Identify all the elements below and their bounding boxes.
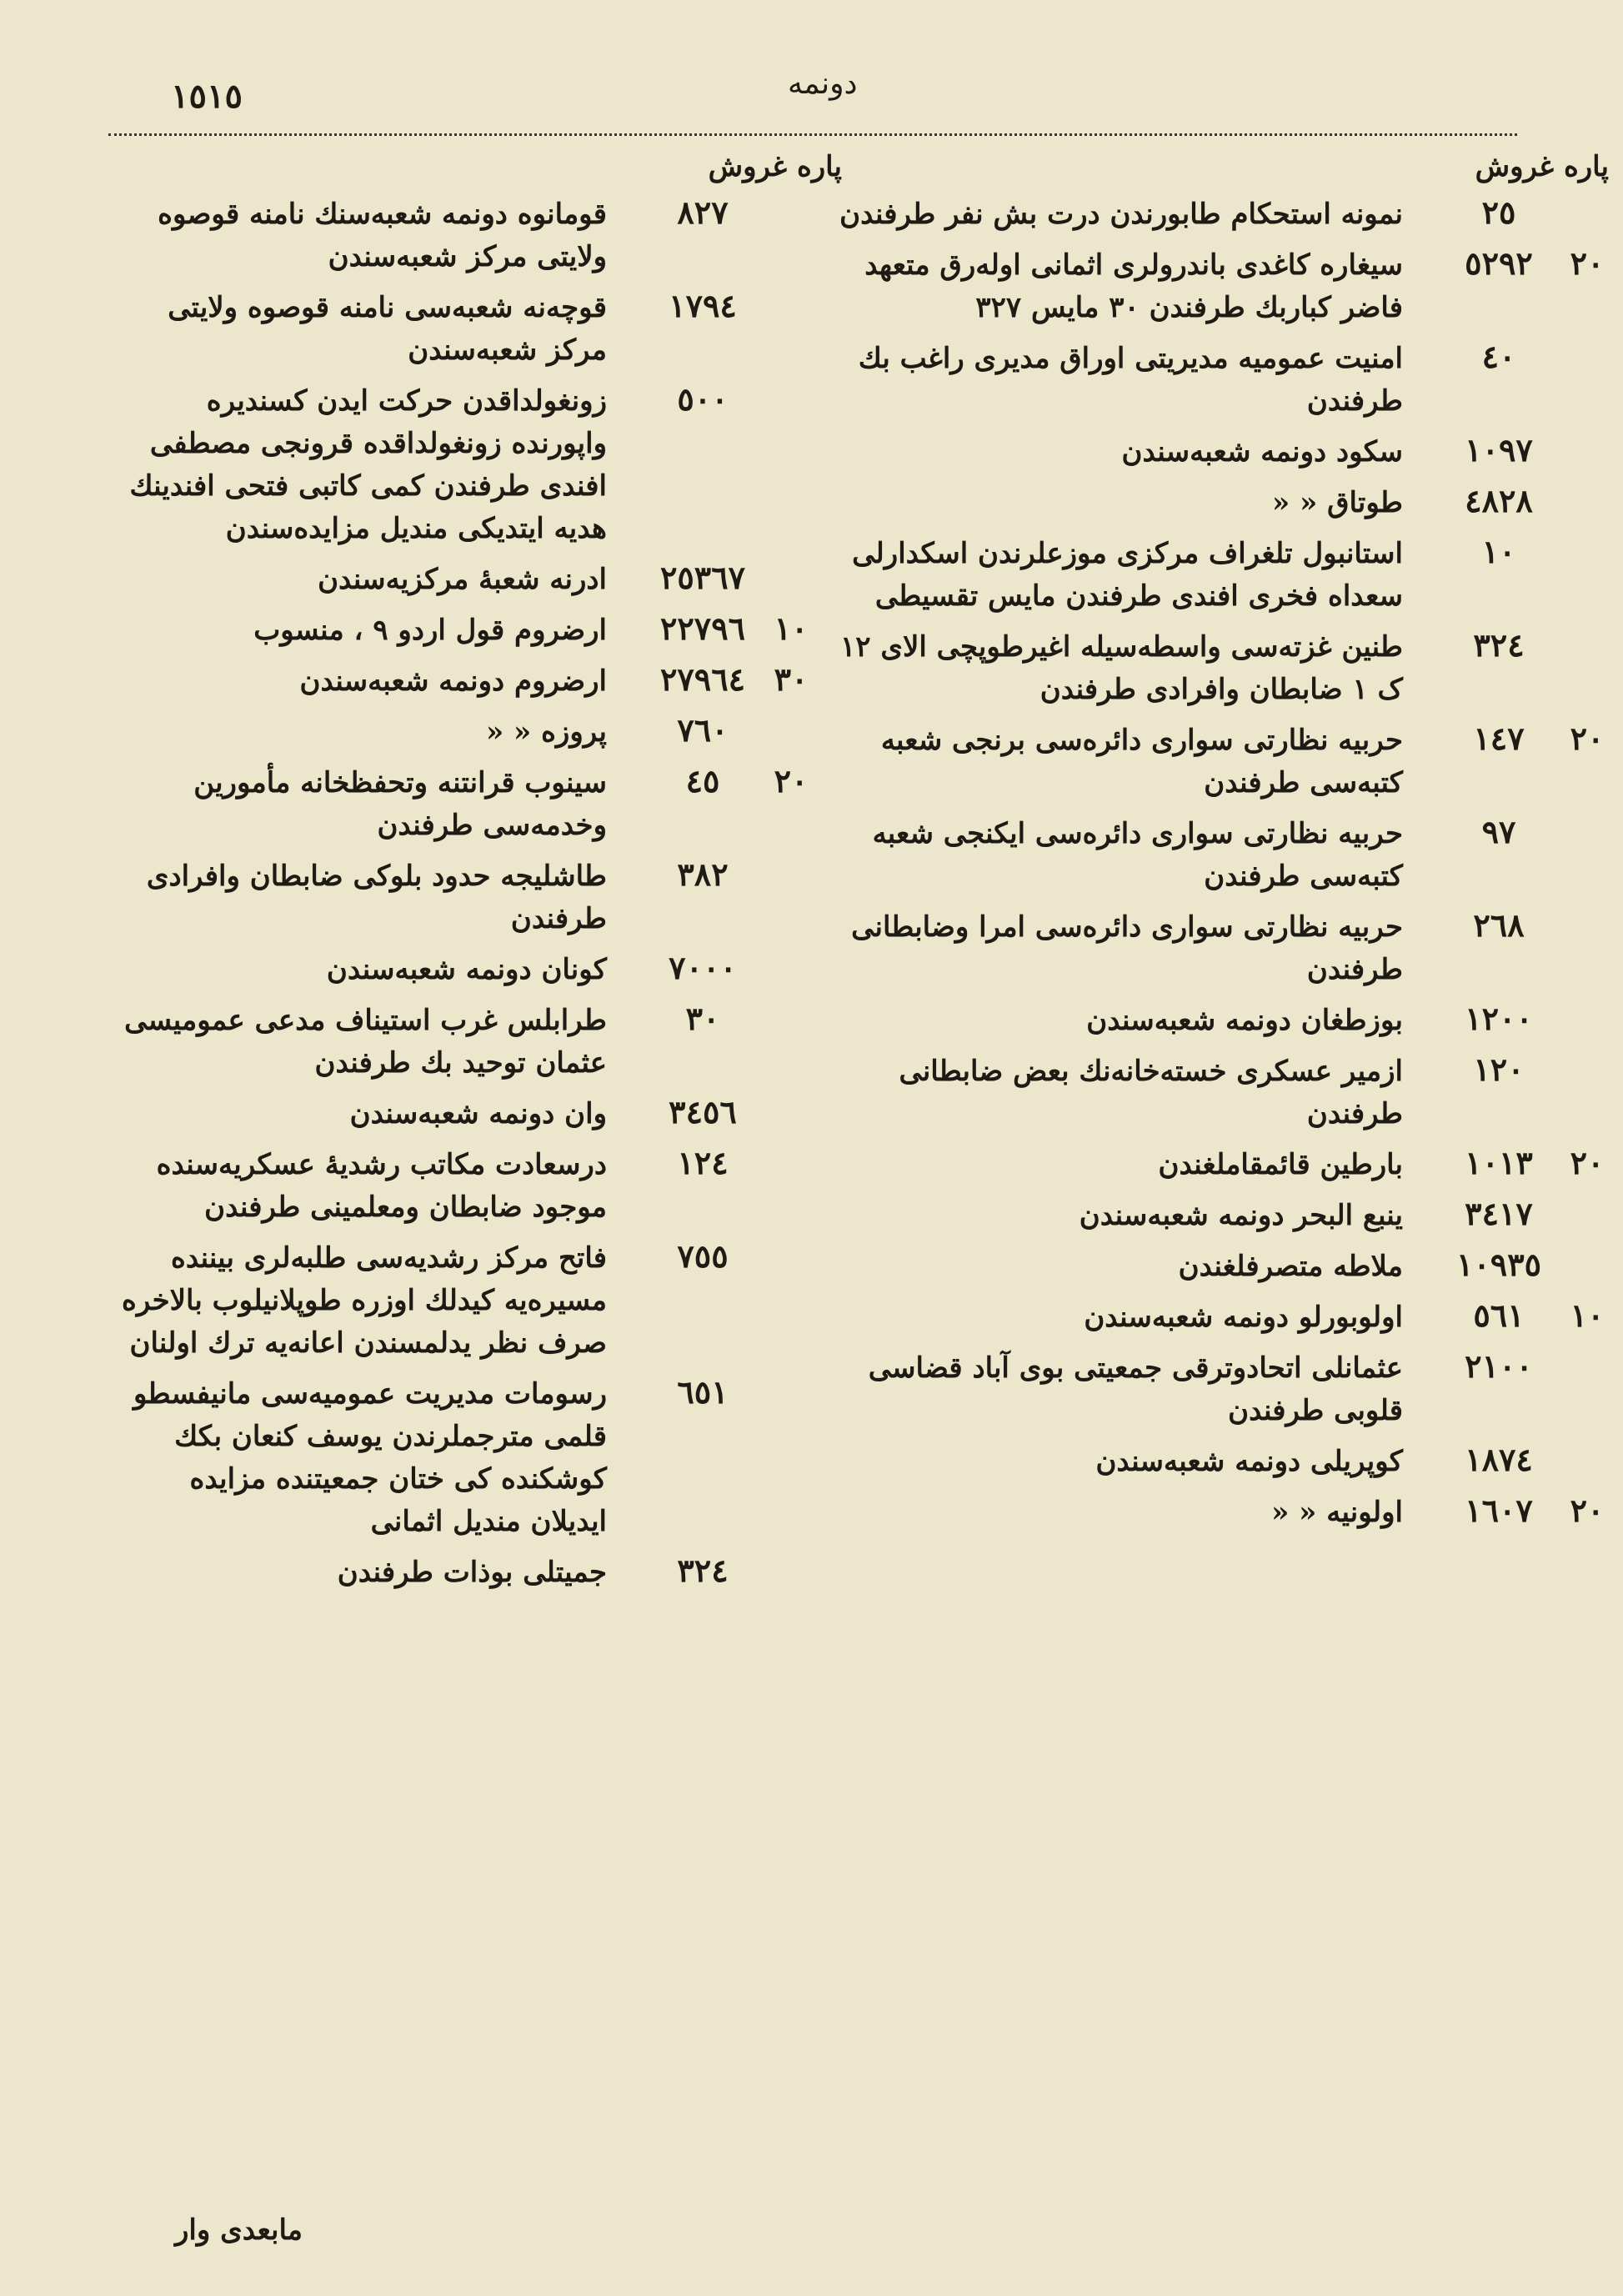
ledger-row bbox=[829, 193, 1613, 236]
left-ledger bbox=[117, 193, 817, 1594]
description-cell: بوزطغان دونمه شعبه‌سندن bbox=[1086, 1004, 1403, 1037]
ledger-row bbox=[829, 1246, 1613, 1288]
ledger-row bbox=[829, 431, 1613, 474]
para-header: پاره bbox=[796, 150, 842, 183]
ledger-row bbox=[117, 1093, 817, 1135]
description-cell: نمونه استحکام طابورندن درت بش نفر طرفندن bbox=[839, 198, 1403, 231]
description-cell: اولوبورلو دونمه شعبه‌سندن bbox=[1084, 1301, 1403, 1334]
amount-cell: ٤٠ bbox=[1481, 338, 1516, 375]
para-cell: ٢٠ bbox=[774, 762, 809, 800]
description-cell: حربیه نظارتی سواری دائره‌سی ایکنجی شعبه کتبه‌سی طرفندن bbox=[872, 817, 1403, 893]
ledger-row bbox=[117, 1000, 817, 1085]
amount-cell: ١٠٩٣٥ bbox=[1455, 1246, 1542, 1283]
right-ledger bbox=[829, 193, 1613, 1534]
ledger-row bbox=[117, 380, 817, 550]
amount-cell: ٩٧ bbox=[1481, 813, 1516, 850]
amount-cell: ١٤٧ bbox=[1473, 719, 1525, 757]
para-cell: ٣٠ bbox=[774, 660, 809, 698]
description-cell: طرابلس غرب استیناف مدعی عمومیسی عثمان توحید بك طرفندن bbox=[124, 1004, 607, 1080]
page-number: ١٥١٥ bbox=[171, 77, 243, 116]
ledger-row bbox=[117, 855, 817, 940]
amount-cell: ٧٦٠ bbox=[677, 711, 729, 749]
ledger-row bbox=[829, 338, 1613, 423]
description-cell: طنین غزته‌سی واسطه‌سیله اغیرطوپچی الای ١٢ ک ١ ضابطان وافرادی طرفندن bbox=[839, 630, 1403, 706]
ledger-row bbox=[117, 660, 817, 703]
description-cell: ادرنه شعبهٔ مرکزیه‌سندن bbox=[318, 563, 607, 596]
amount-cell: ٢١٠٠ bbox=[1465, 1347, 1533, 1385]
ledger-row bbox=[829, 906, 1613, 991]
description-cell: ازمیر عسکری خسته‌خانه‌نك بعض ضابطانی طرفندن bbox=[899, 1055, 1403, 1130]
amount-cell: ٢٦٨ bbox=[1473, 906, 1525, 944]
description-cell: ارضروم دونمه شعبه‌سندن bbox=[299, 664, 607, 698]
ledger-row bbox=[829, 482, 1613, 524]
amount-cell: ٣٤٥٦ bbox=[669, 1093, 737, 1130]
para-cell: ١٠ bbox=[1570, 1296, 1605, 1334]
amount-cell: ٢٢٧٩٦ bbox=[659, 609, 746, 647]
amount-cell: ٧٥٥ bbox=[677, 1237, 729, 1275]
amount-cell: ٢٥٣٦٧ bbox=[659, 559, 746, 596]
description-cell: ملاطه متصرفلغندن bbox=[1178, 1250, 1403, 1283]
description-cell: پروزه « « bbox=[485, 715, 607, 749]
ledger-row bbox=[829, 1347, 1613, 1432]
ledger-row bbox=[117, 559, 817, 601]
amount-cell: ١٠٩٧ bbox=[1465, 431, 1533, 469]
ledger-row bbox=[117, 762, 817, 847]
para-cell: ٢٠ bbox=[1570, 244, 1605, 282]
para-cell: ٢٠ bbox=[1570, 719, 1605, 757]
amount-cell: ٥٦١ bbox=[1473, 1296, 1525, 1334]
description-cell: وان دونمه شعبه‌سندن bbox=[349, 1097, 607, 1130]
description-cell: زونغولداقدن حرکت ایدن کسندیره واپورنده زونغولداقده قرونجی مصطفی افندی طرفندن کمی کاتبی فتحی افندینك هدیه ایتدیکی مندیل مزایده‌سندن bbox=[129, 384, 607, 545]
description-cell: کونان دونمه شعبه‌سندن bbox=[326, 953, 607, 986]
left-column-header bbox=[617, 150, 842, 183]
description-cell: قومانوه دونمه شعبه‌سنك نامنه قوصوه ولایتی مرکز شعبه‌سندن bbox=[158, 198, 607, 273]
amount-cell: ١٨٧٤ bbox=[1465, 1441, 1533, 1478]
amount-cell: ٤٨٢٨ bbox=[1465, 482, 1533, 519]
description-cell: سینوب قرانتنه وتحفظخانه مأمورین وخدمه‌سی طرفندن bbox=[193, 766, 607, 842]
ledger-row bbox=[117, 1552, 817, 1594]
amount-cell: ٣٤١٧ bbox=[1465, 1195, 1533, 1232]
description-cell: فاتح مرکز رشدیه‌سی طلبه‌لری بیننده مسیره‌یه کیدلك اوزره طوپلانیلوب بالاخره صرف نظر یدلمسندن اعانه‌یه ترك اولنان bbox=[122, 1241, 607, 1360]
footer-note: مابعدی وار bbox=[175, 2213, 303, 2247]
amount-cell: ١٠١٣ bbox=[1465, 1144, 1533, 1181]
ledger-row bbox=[829, 1050, 1613, 1135]
amount-cell: ٥٢٩٢ bbox=[1465, 244, 1533, 282]
amount-cell: ٤٥ bbox=[685, 762, 720, 800]
description-cell: رسومات مدیریت عمومیه‌سی مانیفسطو قلمی مترجملرندن یوسف کنعان بکك کوشکنده کی ختان جمعیتنده مزایده ایدیلان مندیل اثمانی bbox=[133, 1377, 607, 1538]
amount-cell: ١٢٤ bbox=[677, 1144, 729, 1181]
amount-cell: ٥٠٠ bbox=[677, 380, 729, 418]
description-cell: استانبول تلغراف مرکزی موزعلرندن اسکدارلی سعداه فخری افندی طرفندن مایس تقسیطی bbox=[852, 537, 1403, 613]
ledger-row bbox=[117, 949, 817, 991]
para-cell: ٢٠ bbox=[1570, 1144, 1605, 1181]
ledger-row bbox=[829, 719, 1613, 805]
amount-cell: ١٢٠٠ bbox=[1465, 1000, 1533, 1037]
amount-cell: ٣٢٤ bbox=[1473, 626, 1525, 664]
amount-cell: ٢٧٩٦٤ bbox=[659, 660, 746, 698]
amount-cell: ١٧٩٤ bbox=[669, 287, 737, 324]
description-cell: جمیتلی بوذات طرفندن bbox=[337, 1556, 607, 1589]
ledger-row bbox=[829, 1144, 1613, 1186]
ledger-row bbox=[829, 813, 1613, 898]
ledger-row bbox=[829, 626, 1613, 711]
ledger-row bbox=[829, 533, 1613, 618]
ledger-row bbox=[117, 711, 817, 754]
description-cell: طاشلیجه حدود بلوکی ضابطان وافرادی طرفندن bbox=[146, 860, 607, 935]
ledger-row bbox=[117, 193, 817, 278]
amount-cell: ٣٨٢ bbox=[677, 855, 729, 893]
top-rule bbox=[108, 133, 1517, 136]
amount-cell: ٣٠ bbox=[685, 1000, 720, 1037]
right-column-header bbox=[1384, 150, 1609, 183]
description-cell: ارضروم قول اردو ٩ ، منسوب bbox=[253, 614, 607, 647]
amount-cell: ٨٢٧ bbox=[677, 193, 729, 231]
ledger-row bbox=[117, 1237, 817, 1365]
description-cell: حربیه نظارتی سواری دائره‌سی برنجی شعبه کتبه‌سی طرفندن bbox=[880, 724, 1403, 800]
ledger-row bbox=[829, 1491, 1613, 1534]
running-head: دونمه bbox=[788, 67, 858, 101]
para-cell: ١٠ bbox=[774, 609, 809, 647]
amount-cell: ١٠ bbox=[1481, 533, 1516, 570]
amount-cell: ١٢٠ bbox=[1473, 1050, 1525, 1088]
ledger-row bbox=[829, 1000, 1613, 1042]
description-cell: قوچەنه شعبه‌سی نامنه قوصوه ولایتی مرکز شعبه‌سندن bbox=[168, 291, 607, 367]
ledger-row bbox=[829, 244, 1613, 329]
description-cell: درسعادت مکاتب رشدیهٔ عسکریه‌سنده موجود ضابطان ومعلمینی طرفندن bbox=[156, 1148, 607, 1224]
description-cell: کوپریلی دونمه شعبه‌سندن bbox=[1095, 1445, 1403, 1478]
amount-cell: ٢٥ bbox=[1481, 193, 1516, 231]
ledger-row bbox=[117, 609, 817, 652]
amount-cell: ٧٠٠٠ bbox=[669, 949, 737, 986]
description-cell: طوتاق « « bbox=[1271, 486, 1403, 519]
ledger-row bbox=[829, 1441, 1613, 1483]
ledger-row bbox=[117, 1373, 817, 1543]
amount-cell: ٣٢٤ bbox=[677, 1552, 729, 1589]
description-cell: اولونیه « « bbox=[1271, 1496, 1403, 1529]
description-cell: حربیه نظارتی سواری دائره‌سی امرا وضابطانی طرفندن bbox=[851, 910, 1403, 986]
ledger-row bbox=[829, 1296, 1613, 1339]
description-cell: بارطین قائمقاملغندن bbox=[1158, 1148, 1403, 1181]
description-cell: سیغاره کاغدی باندرولری اثمانی اولەرق متعهد فاضر کباربك طرفندن ٣٠ مایس ٣٢٧ bbox=[864, 248, 1403, 324]
para-cell: ٢٠ bbox=[1570, 1491, 1605, 1529]
kurus-header: غروش bbox=[708, 150, 788, 183]
para-header: پاره bbox=[1563, 150, 1609, 183]
amount-cell: ٦٥١ bbox=[677, 1373, 729, 1411]
description-cell: امنیت عمومیه مدیریتی اوراق مدیری راغب بك طرفندن bbox=[858, 342, 1403, 418]
ledger-row bbox=[117, 287, 817, 372]
kurus-header: غروش bbox=[1475, 150, 1555, 183]
description-cell: سکود دونمه شعبه‌سندن bbox=[1121, 435, 1403, 469]
description-cell: عثمانلی اتحادوترقی جمعیتی بوی آباد قضاسی قلوبی طرفندن bbox=[868, 1351, 1403, 1427]
ledger-row bbox=[117, 1144, 817, 1229]
ledger-row bbox=[829, 1195, 1613, 1237]
amount-cell: ١٦٠٧ bbox=[1465, 1491, 1533, 1529]
description-cell: ینبع البحر دونمه شعبه‌سندن bbox=[1079, 1199, 1403, 1232]
